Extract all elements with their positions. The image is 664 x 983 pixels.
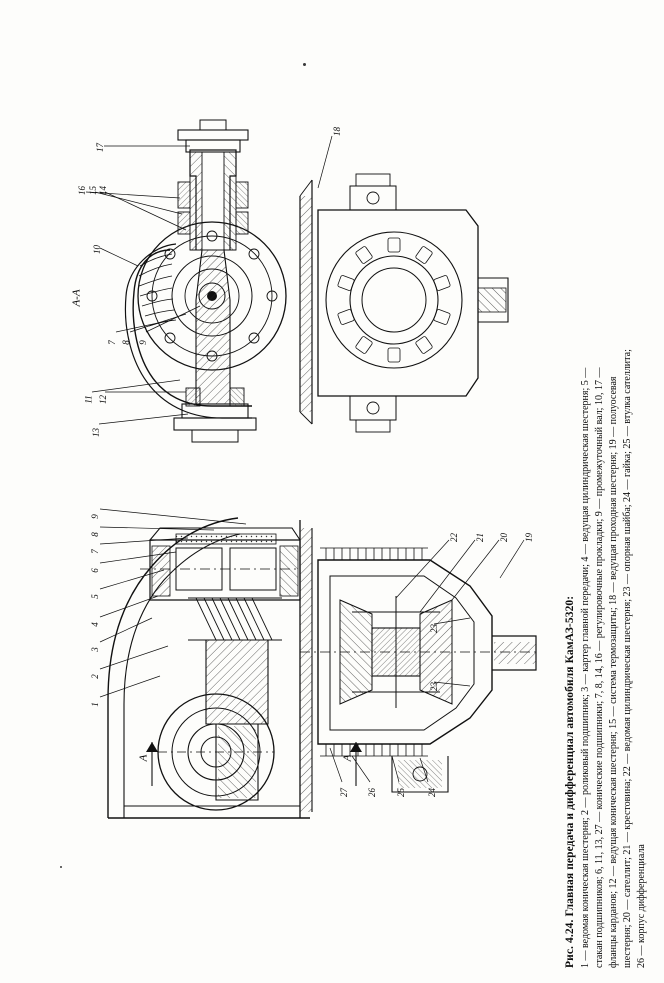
callout-22-bottom: 22 xyxy=(449,533,459,542)
callout-21-bottom: 21 xyxy=(475,533,485,542)
callout-7-bottom: 7 xyxy=(89,549,100,554)
scan-speck xyxy=(60,866,62,868)
callout-19-bottom: 19 xyxy=(524,533,534,542)
callout-2-bottom: 2 xyxy=(89,674,100,679)
callout-18-top: 18 xyxy=(332,127,342,136)
callout-16-top: 16 xyxy=(77,186,87,195)
figure-title xyxy=(564,596,576,968)
callout-15-top: 15 xyxy=(88,186,98,195)
callout-9-bottom: 9 xyxy=(89,514,100,519)
callout-25-bottom: 25 xyxy=(396,788,406,797)
callout-23-upper-bottom: 23 xyxy=(429,624,439,633)
figure-number: Рис. 4.24. xyxy=(564,919,576,968)
callout-1-bottom: 1 xyxy=(89,702,100,707)
callout-8-top: 8 xyxy=(120,340,131,345)
caption-line-4: шестерня; 20 — сателлит; 21 — крестовина; 22 — ведомая цилиндрическая шестерня; 23 — опорная шайба; 24 — гайка; 25 — втулка сателлита; xyxy=(622,349,633,968)
callout-24-bottom: 24 xyxy=(427,788,437,797)
caption-line-2: стакан подшипников; 6, 11, 13, 27 — конические подшипники; 7, 8, 14, 16 — регулировочные прокладки; 9 — промежуточный вал; 10, 17 — xyxy=(594,367,605,968)
callout-7-top: 7 xyxy=(106,340,117,345)
callout-20-bottom: 20 xyxy=(499,533,509,542)
callout-26-bottom: 26 xyxy=(367,788,377,797)
bevel-gear-teeth xyxy=(188,598,282,640)
figure-title-text: Главная передача и дифференциал автомобиля КамАЗ-5320: xyxy=(564,595,576,917)
callout-14-top: 14 xyxy=(98,186,108,195)
callout-13-top: 13 xyxy=(91,428,101,437)
callout-27-bottom: 27 xyxy=(339,788,349,797)
callout-6-bottom: 6 xyxy=(89,568,100,573)
callout-4-bottom: 4 xyxy=(89,622,100,627)
callout-8-bottom: 8 xyxy=(89,532,100,537)
section-arrow-label-left: А xyxy=(137,754,150,762)
caption-line-3: фланцы карданов; 12 — ведущая коническая шестерня; 15 — система термозащиты; 18 — ведущая проходная шестерня; 19 — полуосевая xyxy=(608,376,619,968)
callout-12-top: 12 xyxy=(98,395,108,404)
callout-3-bottom: 3 xyxy=(89,647,100,652)
caption-line-5: 26 — корпус дифференциала xyxy=(636,844,647,968)
longitudinal-section-view xyxy=(100,509,540,818)
callout-11-top: 11 xyxy=(83,395,94,404)
callout-10-top: 10 xyxy=(92,245,102,254)
scan-speck xyxy=(303,63,306,66)
section-arrow-label-right: А xyxy=(341,754,354,762)
callout-23-lower-bottom: 23 xyxy=(429,682,439,691)
cylindrical-gear-teeth xyxy=(320,548,428,560)
section-label-a-a: А-А xyxy=(70,289,83,307)
hub-assembly-right xyxy=(300,174,508,432)
callout-9-top: 9 xyxy=(137,340,148,345)
figure-caption xyxy=(546,0,664,983)
caption-line-1: 1 — ведомая коническая шестерня; 2 — роликовый подшипник; 3 — картер главной передачи; 4 — ведущая цилиндрическая шестерня; 5 — xyxy=(580,367,591,968)
callout-5-bottom: 5 xyxy=(89,594,100,599)
section-a-a-view xyxy=(83,120,508,442)
callout-17-top: 17 xyxy=(95,143,105,152)
